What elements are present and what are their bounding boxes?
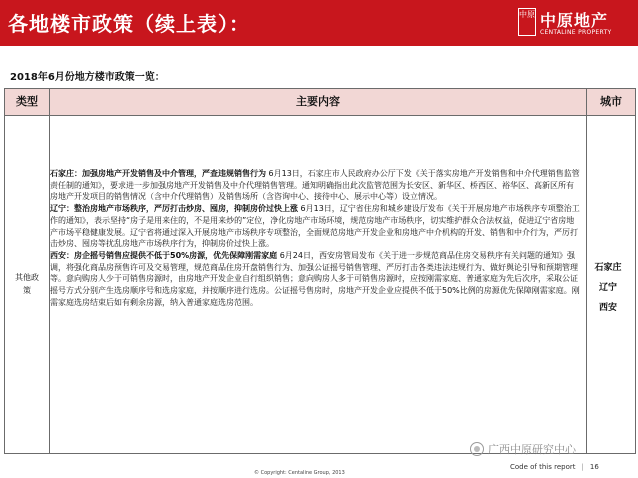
report-code-label: Code of this report — [510, 463, 576, 471]
logo-sub-text: CENTALINE PROPERTY — [540, 29, 612, 36]
city-cell — [586, 258, 630, 318]
column-header-content: 主要内容 — [296, 95, 340, 108]
watermark — [470, 441, 576, 457]
policy-paragraph-xian — [50, 250, 580, 309]
centaline-logo — [518, 4, 634, 42]
policy-lead: 石家庄：加强房地产开发销售及中介管理，严查违规销售行为 — [50, 169, 266, 178]
logo-main-text: 中原地产 — [540, 11, 609, 30]
wechat-account-icon — [470, 442, 484, 456]
policy-text: 6月13日，石家庄市人民政府办公厅下发《关于落实房地产开发销售和中介代理销售监管责任制的通知》，要求进一步加强房地产开发销售及中介代理销售管理。通知明确指出此次监管范围为长安区、新华区、桥西区、裕华区、高新区所有房地产开发项目的销售情况（含中介代理销售）及销售场所（含咨询中心、接待中心、展示中心等）设立情况。 — [50, 169, 580, 202]
policy-text: 6月24日，西安房管局发布《关于进一步规范商品住房交易秩序有关问题的通知》强调，将强化商品房预售许可及交易管理，规范商品住房开盘销售行为、加强公证摇号销售管理、严厉打击各类违法违规行为、做好舆论引导和预期管理等。意向购房人少于可销售房源时，由房地产开发企业自行组织销售；意向购房人多于可销售房源时，应按刚需家庭、普通家庭为先后次序，采取公证摇号方式分别产生选房顺序号和选房家庭，并按顺序进行选房。公证摇号售房时，房地产开发企业应提供不低于50%比例的房源优先保障刚需家庭。刚需家庭选房结束后如有剩余房源，纳入普通家庭选房范围。 — [50, 250, 580, 307]
type-cell — [5, 115, 49, 453]
city-name: 西安 — [598, 303, 617, 313]
policy-paragraph-liaoning — [50, 203, 580, 250]
copyright-text: © Copyright: Centaline Group, 2013 — [254, 470, 345, 476]
policy-paragraph-shijiazhuang — [50, 168, 580, 203]
policy-text: 6月13日，辽宁省住房和城乡建设厅发布《关于开展房地产市场秩序专项整治工作的通知》，表示坚持“房子是用来住的，不是用来炒的”定位，净化房地产市场环境，规范房地产市场秩序，切实维护群众合法权益，促进辽宁省房地产市场平稳健康发展。辽宁省将通过深入开展房地产市场秩序专项整治，全面规范房地产开发企业和房地产中介机构的开发、销售和中介行为，严厉打击炒房、囤房等扰乱房地产市场秩序行为，抑制房价过快上涨。 — [50, 204, 580, 249]
policy-lead: 辽宁：整治房地产市场秩序，严厉打击炒房、囤房，抑制房价过快上涨 — [50, 204, 298, 214]
city-name: 石家庄 — [594, 263, 622, 273]
column-header-city: 城市 — [600, 95, 622, 108]
footer-page-info — [510, 463, 599, 471]
table-header-row — [5, 89, 635, 116]
type-label: 其他政策 — [15, 273, 39, 295]
page-title: 各地楼市政策（续上表）： — [8, 12, 250, 36]
policy-lead: 西安：房企摇号销售应提供不低于50%房源，优先保障刚需家庭 — [50, 250, 278, 260]
table-caption: 2018年6月份地方楼市政策一览： — [10, 72, 165, 83]
footer-divider: | — [581, 463, 584, 471]
content-cell — [50, 168, 580, 308]
page-number: 16 — [589, 463, 599, 471]
watermark-text: 广西中原研究中心 — [488, 443, 576, 456]
logo-seal-icon: 中原 — [518, 8, 536, 36]
column-header-type: 类型 — [16, 95, 38, 108]
city-name: 辽宁 — [598, 283, 617, 293]
title-bar — [0, 0, 638, 46]
